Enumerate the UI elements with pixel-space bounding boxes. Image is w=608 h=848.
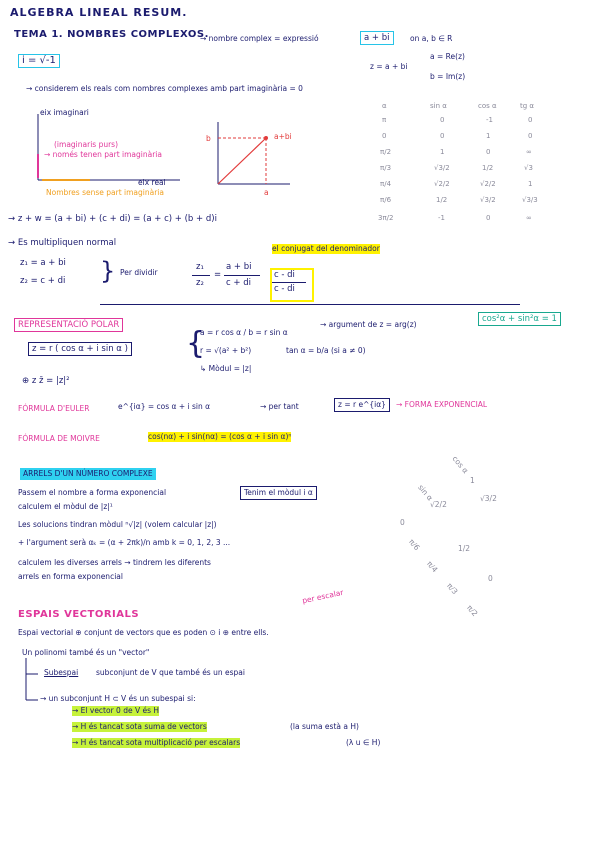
table-cell: 1 — [486, 132, 491, 140]
condition-text: on a, b ∈ R — [410, 34, 453, 43]
table-cell: 0 — [382, 132, 387, 140]
complex-point-diagram — [210, 118, 300, 194]
diag-label: π/2 — [465, 603, 480, 619]
conj-num: c - di — [274, 270, 295, 280]
per-tant: → per tant — [260, 402, 299, 411]
frac-line-1 — [192, 275, 210, 276]
table-cell: √3/3 — [522, 196, 538, 204]
th-cos: cos α — [478, 102, 497, 110]
tan-eq: tan α = b/a (si a ≠ 0) — [286, 346, 366, 355]
frac-line-2 — [224, 275, 260, 276]
spaces-heading: ESPAIS VECTORIALS — [18, 609, 140, 620]
table-cell: 0 — [486, 214, 491, 222]
moivre-label: FÓRMULA DE MOIVRE — [18, 434, 100, 443]
frac-z1: z₁ — [196, 262, 204, 272]
binomial-form: a + bi — [360, 31, 394, 45]
table-cell: 1/2 — [482, 164, 494, 172]
diag-value: √2/2 — [430, 500, 447, 509]
table-cell: 0 — [528, 116, 533, 124]
diag-label: π/3 — [445, 581, 460, 597]
reals-note: → considerem els reals com nombres complexes amb part imaginària = 0 — [26, 84, 303, 93]
subespai-def: subconjunt de V que també és un espai — [96, 668, 245, 677]
diag-value: 1/2 — [458, 544, 471, 553]
roots-line2: calculem el mòdul de |z|¹ — [18, 502, 113, 511]
z2-def: z₂ = c + di — [20, 276, 66, 286]
table-cell: 0 — [486, 148, 491, 156]
frac-line-3 — [272, 282, 306, 283]
diag-label: 0 — [400, 518, 405, 527]
table-cell: -1 — [486, 116, 493, 124]
real-part: a = Re(z) — [430, 52, 465, 61]
table-cell: 0 — [440, 116, 445, 124]
imag-axis-label: eix imaginari — [40, 108, 89, 117]
polar-heading: REPRESENTACIÓ POLAR — [14, 318, 123, 332]
multiply-note: → Es multipliquen normal — [8, 238, 117, 248]
condition-zero: → El vector 0 de V és H — [72, 706, 160, 715]
table-cell: √3/2 — [434, 164, 450, 172]
th-sin: sin α — [430, 102, 447, 110]
intro-text: → nombre complex = expressió — [200, 34, 319, 43]
table-cell: ∞ — [526, 148, 532, 156]
brace: } — [100, 257, 116, 285]
diag-label: cos α — [450, 454, 471, 476]
subespai-label: Subespai — [44, 668, 79, 677]
diag-label: π/4 — [425, 559, 440, 575]
euler-eq: e^{iα} = cos α + i sin α — [118, 402, 211, 411]
condition-scalar: → H és tancat sota multiplicació per escalars — [72, 738, 241, 747]
table-cell: π/4 — [380, 180, 392, 188]
diag-label: sin α — [416, 482, 435, 503]
table-cell: 1/2 — [436, 196, 448, 204]
table-cell: 1 — [528, 180, 533, 188]
exp-form: z = r e^{iα} — [334, 398, 390, 412]
roots-box1: Tenim el mòdul i α — [240, 486, 317, 500]
i-definition: i = √-1 — [18, 54, 60, 68]
divider — [100, 304, 520, 305]
table-cell: 3π/2 — [378, 214, 394, 222]
condition-scalar-note: (λ u ∈ H) — [346, 738, 381, 747]
th-alpha: α — [382, 102, 387, 110]
r-eq: r = √(a² + b²) — [200, 346, 252, 355]
vector-space-def: Espai vectorial ⊕ conjunt de vectors que es poden ⊙ i ⊕ entre ells. — [18, 628, 269, 637]
reals-only-note: Nombres sense part imaginària — [46, 188, 164, 197]
brace-polar: { — [186, 326, 206, 361]
table-cell: 0 — [528, 132, 533, 140]
table-cell: ∞ — [526, 214, 532, 222]
table-cell: 1 — [440, 148, 445, 156]
table-cell: -1 — [438, 214, 445, 222]
equals: = — [214, 270, 222, 280]
table-cell: √2/2 — [480, 180, 496, 188]
modul-eq: ↳ Mòdul = |z| — [200, 364, 252, 373]
z1-def: z₁ = a + bi — [20, 258, 66, 268]
conjugate-note: el conjugat del denominador — [272, 244, 380, 253]
table-cell: √3 — [524, 164, 533, 172]
pure-imag-note: → només tenen part imaginària — [44, 150, 162, 159]
table-cell: π/3 — [380, 164, 392, 172]
table-cell: π/6 — [380, 196, 392, 204]
table-cell: π/2 — [380, 148, 392, 156]
condition-sum-note: (la suma està a H) — [290, 722, 359, 731]
th-tg: tg α — [520, 102, 535, 110]
z-equation: z = a + bi — [370, 62, 408, 71]
roots-heading: ARRELS D'UN NÚMERO COMPLEXE — [20, 468, 156, 480]
roots-line4: + l'argument serà αₖ = (α + 2πk)/n amb k = 0, 1, 2, 3 ... — [18, 538, 231, 547]
sum-formula: → z + w = (a + bi) + (c + di) = (a + c) + (b + d)i — [8, 214, 217, 224]
diag-label: π/6 — [407, 537, 422, 553]
polynomial-note: Un polinomi també és un "vector" — [22, 648, 150, 657]
real-axis-label: eix real — [138, 178, 166, 187]
moivre-eq: cos(nα) + i sin(nα) = (cos α + i sin α)ⁿ — [148, 432, 292, 441]
table-cell: 0 — [440, 132, 445, 140]
frac-den: c + di — [226, 278, 251, 288]
pythagorean-identity: cos²α + sin²α = 1 — [478, 312, 561, 326]
diag-value: 1 — [470, 476, 475, 485]
roots-line3: Les solucions tindran mòdul ⁿ√|z| (volem calcular |z|) — [18, 520, 217, 529]
imag-part: b = Im(z) — [430, 72, 466, 81]
polar-form: z = r ( cos α + i sin α ) — [28, 342, 132, 356]
subspace-condition-intro: → un subconjunt H ⊂ V és un subespai si: — [40, 694, 196, 703]
exp-label: → FORMA EXPONENCIAL — [396, 400, 488, 409]
a-b-eq: a = r cos α / b = r sin α — [200, 328, 288, 337]
per-escalar: per escalar — [301, 587, 345, 606]
table-cell: √3/2 — [480, 196, 496, 204]
frac-num: a + bi — [226, 262, 252, 272]
page-title: ALGEBRA LINEAL RESUM. — [10, 6, 188, 19]
table-cell: √2/2 — [434, 180, 450, 188]
arg-label: → argument de z = arg(z) — [320, 320, 417, 329]
roots-line6: arrels en forma exponencial — [18, 572, 123, 581]
diag-value: 0 — [488, 574, 493, 583]
condition-sum: → H és tancat sota suma de vectors — [72, 722, 207, 731]
euler-label: FÓRMULA D'EULER — [18, 404, 90, 413]
trig-table — [368, 102, 558, 232]
zz-identity: ⊕ z z̄ = |z|² — [22, 376, 70, 386]
tree-lines — [22, 656, 42, 704]
tema1-heading: TEMA 1. NOMBRES COMPLEXOS. — [14, 29, 209, 40]
divide-label: Per dividir — [120, 268, 158, 277]
point-a: a — [264, 188, 269, 197]
table-cell: π — [382, 116, 387, 124]
diag-value: √3/2 — [480, 494, 497, 503]
conj-den: c - di — [274, 284, 295, 294]
pure-imag-label: (imaginaris purs) — [54, 140, 118, 149]
frac-z2: z₂ — [196, 278, 204, 288]
roots-line1: Passem el nombre a forma exponencial — [18, 488, 167, 497]
point-label: a+bi — [274, 132, 292, 141]
roots-line5: calculem les diverses arrels → tindrem les diferents — [18, 558, 211, 567]
point-b: b — [206, 134, 211, 143]
